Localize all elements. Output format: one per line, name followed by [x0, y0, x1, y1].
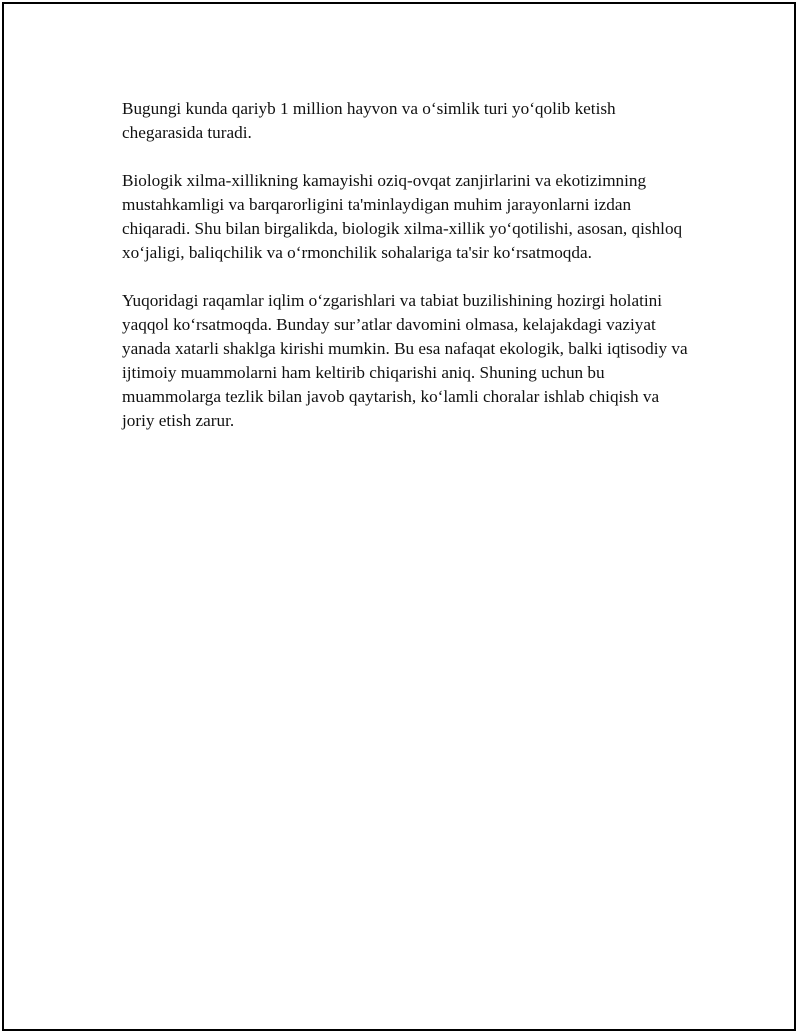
page-border [2, 2, 796, 1031]
document-body [122, 97, 690, 457]
paragraph-1: Bugungi kunda qariyb 1 million hayvon va o‘simlik turi yo‘qolib ketish chegarasida turadi. [122, 99, 616, 142]
paragraph-3: Yuqoridagi raqamlar iqlim o‘zgarishlari va tabiat buzilishining hozirgi holatini yaqqol ko‘rsatmoqda. Bunday sur’atlar davomini olmasa, kelajakdagi vaziyat yanada xatarli shaklga kirishi mumkin. Bu esa nafaqat ekologik, balki iqtisodiy va ijtimoiy muammolarni ham keltirib chiqarishi aniq. Shuning uchun bu muammolarga tezlik bilan javob qaytarish, ko‘lamli choralar ishlab chiqish va joriy etish zarur. [122, 291, 688, 430]
paragraph-2: Biologik xilma-xillikning kamayishi oziq-ovqat zanjirlarini va ekotizimning mustahkamligi va barqarorligini ta'minlaydigan muhim jarayonlarni izdan chiqaradi. Shu bilan birgalikda, biologik xilma-xillik yo‘qotilishi, asosan, qishloq xo‘jaligi, baliqchilik va o‘rmonchilik sohalariga ta'sir ko‘rsatmoqda. [122, 171, 683, 262]
